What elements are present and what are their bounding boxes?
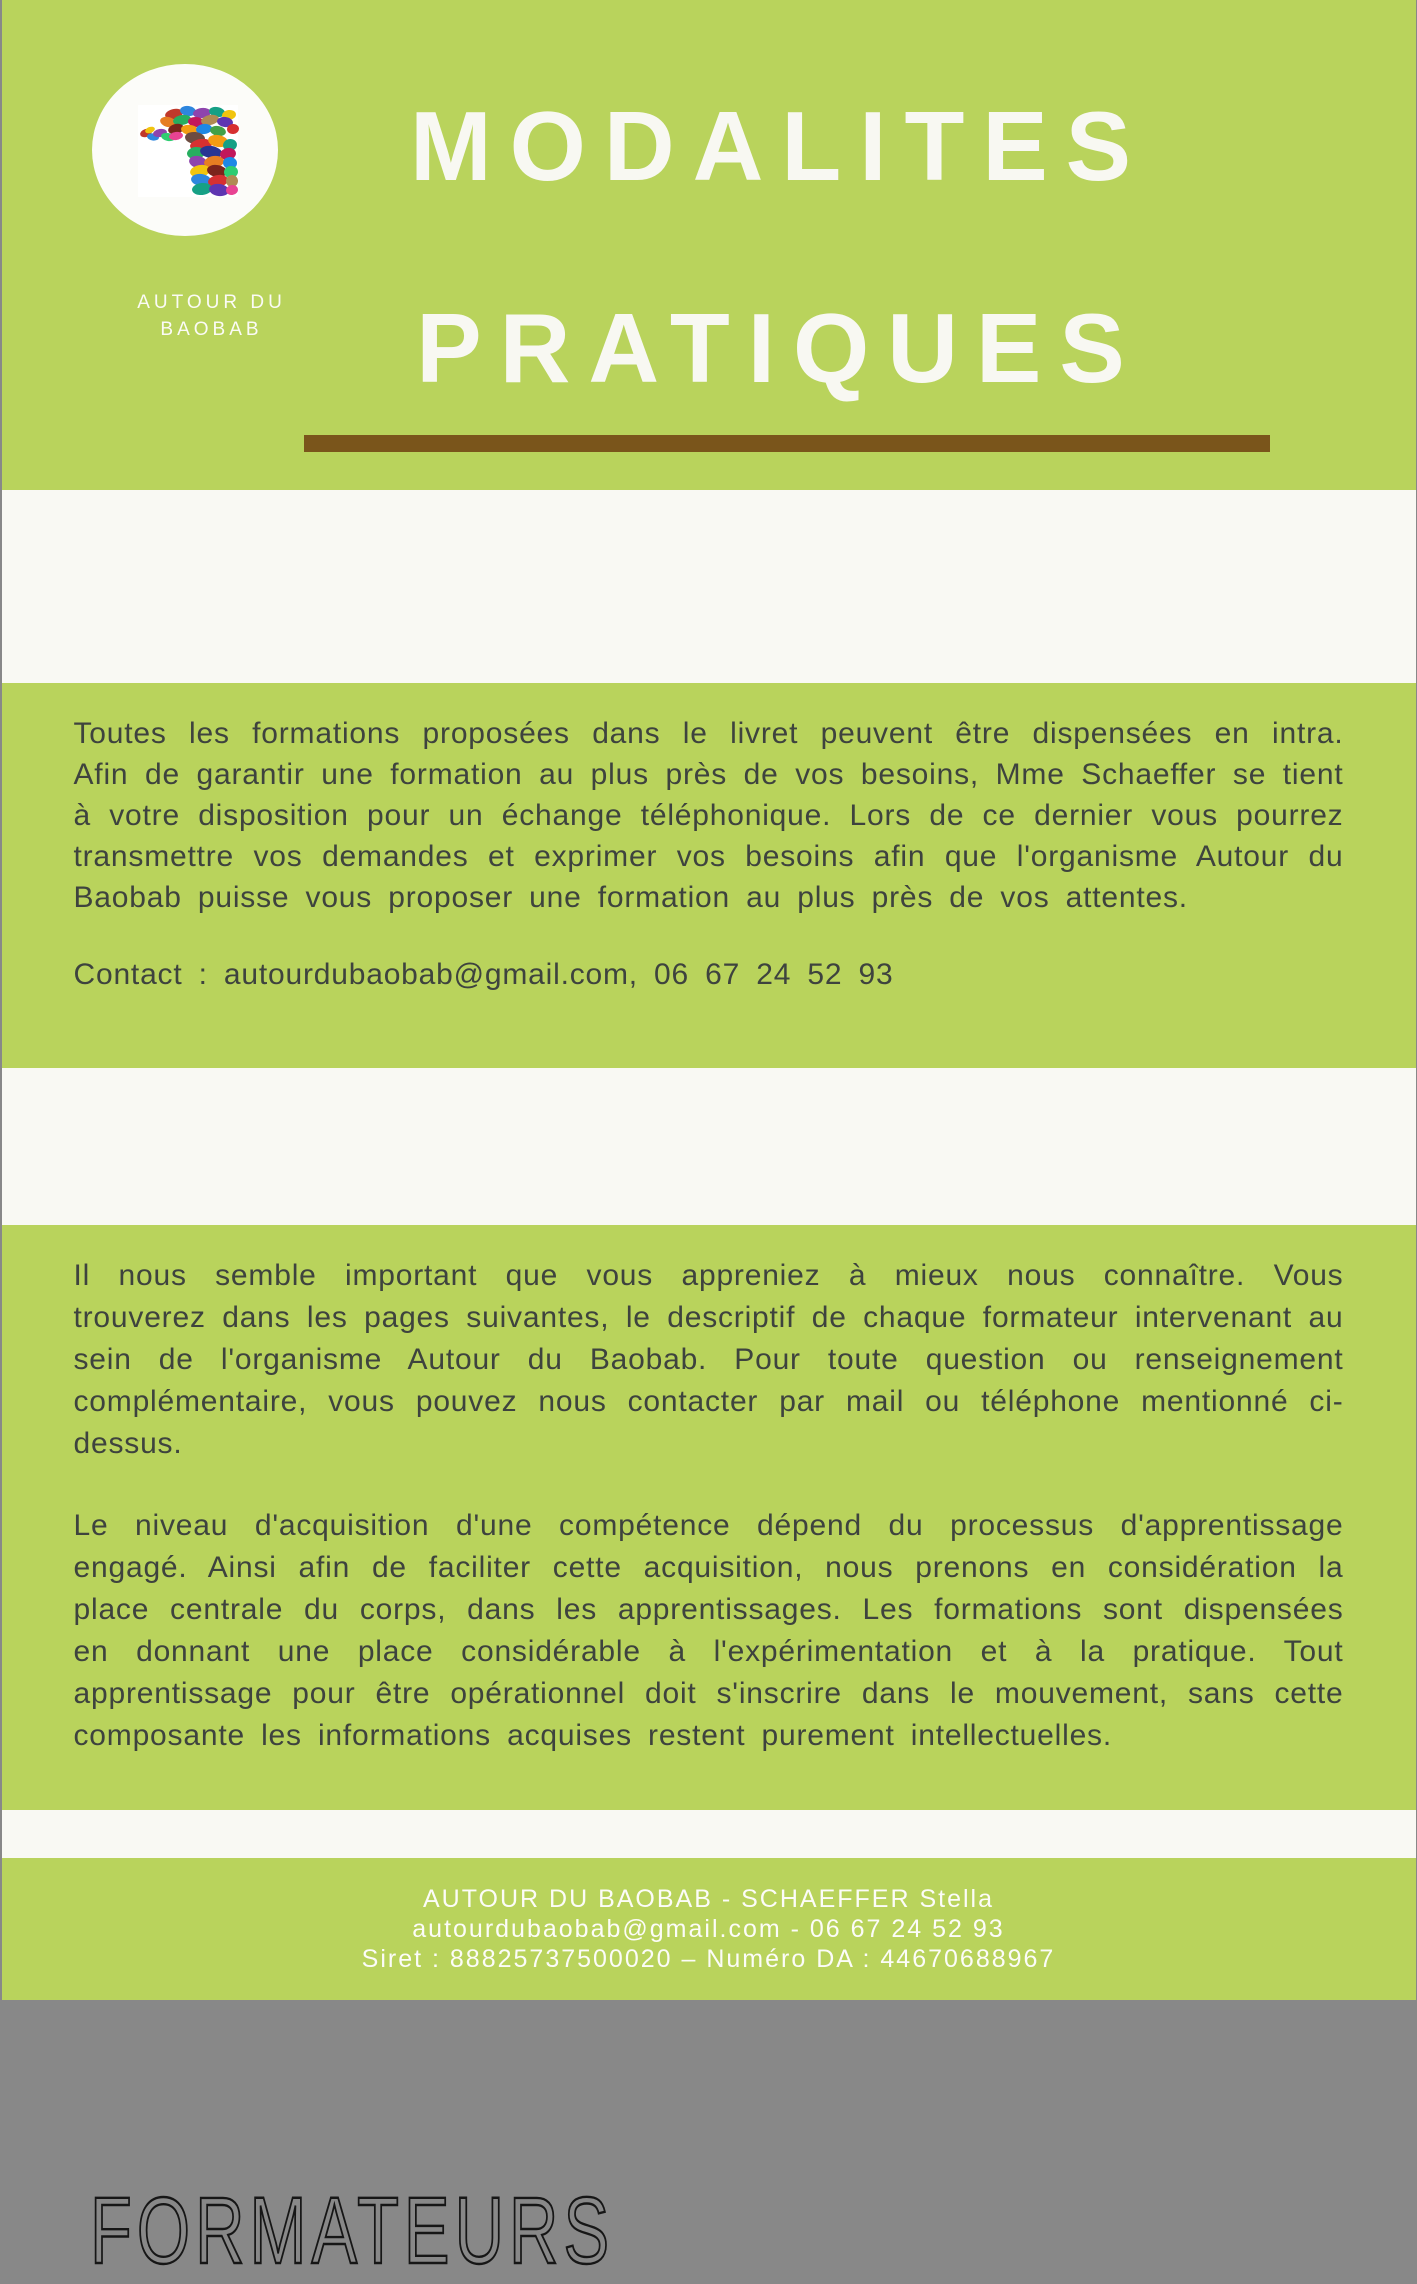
- section-heading-formateurs: FORMATEURS: [90, 2184, 614, 2279]
- footer-contact-line: autourdubaobab@gmail.com - 06 67 24 52 93: [2, 1914, 1416, 1944]
- brand-line-2: BAOBAB: [92, 316, 332, 343]
- formateurs-paragraph-1: Il nous semble important que vous appreniez à mieux nous connaître. Vous trouverez dans les pages suivantes, le descriptif de chaque formateur intervenant au sein de l'organisme Autour du Baobab. Pour toute question ou renseignement complémentaire, vous pouvez nous contacter par mail ou téléphone mentionné ci-dessus.: [2, 1225, 1416, 1465]
- title-divider-bar: [304, 435, 1270, 452]
- footer-company-line: AUTOUR DU BAOBAB - SCHAEFFER Stella: [2, 1884, 1416, 1914]
- section-intra: [2, 683, 1416, 1068]
- title-line-2: PRATIQUES: [142, 298, 1417, 398]
- page-header: [2, 0, 1416, 490]
- title-line-1: MODALITES: [142, 96, 1417, 196]
- footer-divider-band: [2, 1810, 1416, 1858]
- contact-line: Contact : autourdubaobab@gmail.com, 06 67 24 52 93: [2, 954, 1416, 995]
- heading-band-intra: [2, 490, 1416, 683]
- section-formateurs: [2, 1225, 1416, 1810]
- formateurs-paragraph-2: Le niveau d'acquisition d'une compétence dépend du processus d'apprentissage engagé. Ainsi afin de faciliter cette acquisition, nous prenons en considération la place centrale du corps, dans les apprentissages. Les formations sont dispensées en donnant une place considérable à l'expérimentation et à la pratique. Tout apprentissage pour être opérationnel doit s'inscrire dans le mouvement, sans cette composante les informations acquises restent purement intellectuelles.: [2, 1505, 1416, 1757]
- brand-line-1: AUTOUR DU: [92, 289, 332, 316]
- brochure-page: [2, 0, 1416, 2000]
- footer-legal-line: Siret : 88825737500020 – Numéro DA : 44670688967: [2, 1944, 1416, 1974]
- heading-band-formateurs: [2, 1068, 1416, 1225]
- intra-paragraph: Toutes les formations proposées dans le livret peuvent être dispensées en intra. Afin de garantir une formation au plus près de vos besoins, Mme Schaeffer se tient à votre disposition pour un échange téléphonique. Lors de ce dernier vous pourrez transmettre vos demandes et exprimer vos besoins afin que l'organisme Autour du Baobab puisse vous proposer une formation au plus près de vos attentes.: [2, 683, 1416, 918]
- page-footer: [2, 1858, 1416, 2000]
